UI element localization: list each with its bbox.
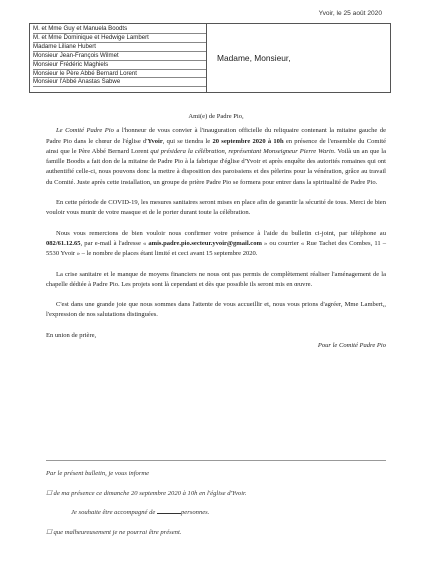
- email-address[interactable]: amis.padre.pio.secteur.yvoir@gmail.com: [148, 239, 262, 247]
- event-datetime: 20 septembre 2020 à 10h: [212, 137, 284, 145]
- form-intro: Par le présent bulletin, je vous informe: [46, 470, 150, 477]
- salutation-cell: [207, 24, 390, 92]
- recipient-entry: M. et Mme Guy et Manuela Boodts: [33, 25, 206, 34]
- paragraph-text: , par e-mail à l'adresse «: [80, 239, 149, 247]
- recipient-entry: Monsieur le Père Abbé Bernard Lorent: [33, 70, 206, 79]
- paragraph-covid: [46, 198, 386, 219]
- paragraph-text: . Voilà un an que la famille Boodts a fait don de la mitaine de Padre Pio à la fabrique d'église d'Yvoir et après enquête des autorités romaines qui ont authentifié celle-ci, nous pouvons donc la mettre à disposition des paroissiens et des pèlerins pour la vénération, grâce au travail du Comité. Juste après cette installation, un groupe de prière Padre Pio se formera pour entrer dans la spiritualité de Padre Pio.: [46, 147, 386, 186]
- letter-body: [46, 112, 386, 351]
- committee-name: Le Comité Padre Pio: [56, 127, 114, 135]
- recipient-entry: Madame Liliane Hubert: [33, 43, 206, 52]
- signature: Pour le Comité Padre Pio: [317, 342, 386, 350]
- attend-checkbox-option[interactable]: ☐ de ma présence ce dimanche 20 septembre 2020 à 10h en l'église d'Yvoir.: [46, 490, 247, 497]
- place-name: Yvoir: [147, 137, 163, 145]
- companions-label: Je souhaite être accompagné de: [71, 509, 157, 516]
- celebrant-note: qui présidera la célébration, représentant Monseigneur Pierre Warin: [150, 147, 334, 155]
- paragraph-text: , qui se tiendra le: [162, 137, 213, 145]
- divider: [46, 460, 386, 461]
- decline-checkbox-option[interactable]: ☐ que malheureusement je ne pourrai être présent.: [46, 529, 182, 536]
- paragraph-text: C'est dans une grande joie que nous sommes dans l'attente de vous accueillir et, nous vous prions d'agréer, Mme Lambert,, l'expression de nos salutations distinguées.: [46, 301, 386, 319]
- paragraph-invitation: [46, 126, 386, 188]
- paragraph-text: En cette période de COVID-19, les mesures sanitaires seront mises en place afin de garantir la sécurité de tous. Merci de bien vouloir vous munir de votre masque et de le porter durant toute la célébration.: [46, 199, 386, 217]
- paragraph-text: Nous vous remercions de bien vouloir nous confirmer votre présence à l'aide du bulletin ci-joint, par téléphone au: [56, 229, 386, 237]
- recipient-entry: Monsieur Frédéric Maghiels: [33, 61, 206, 70]
- paragraph-text: » ou courrier « Rue Tachet des Combes, 11 – 5530 Yvoir » – le nombre de places étant limité et ceci avant 15 septembre 2020.: [46, 239, 387, 258]
- recipient-entry: Monsieur l'Abbé Anastas Sabwe: [33, 78, 206, 87]
- companions-suffix: personnes.: [181, 509, 210, 516]
- paragraph-closing-wish: [46, 300, 386, 321]
- paragraph-financial: [46, 270, 386, 291]
- salutation: Madame, Monsieur,: [217, 53, 291, 63]
- paragraph-confirmation: [46, 229, 386, 260]
- paragraph-text: La crise sanitaire et le manque de moyens financiers ne nous ont pas permis de complètement réaliser l'aménagement de la chapelle dédiée à Padre Pio. Les projets sont là cependant et dès que possible ils seront mis en œuvre.: [46, 270, 386, 288]
- recipient-list: [30, 24, 207, 92]
- closing-line: En union de prière,: [46, 331, 97, 339]
- reply-form: [46, 470, 386, 548]
- paragraph-text: a l'honneur de vous convier à l'inauguration officielle du reliquaire contenant la mitaine gauche de Padre Pio dans le chœur de l'église d': [46, 127, 386, 145]
- recipient-entry: Monsieur Jean-François Wilmet: [33, 52, 206, 61]
- phone-number: 082/61.12.65: [46, 239, 81, 247]
- address-box: [29, 23, 391, 93]
- letter-date: Yvoir, le 25 août 2020: [318, 10, 382, 17]
- companions-line: [46, 509, 386, 516]
- paragraph-text: en présence de l'ensemble du Comité ainsi que le Père Abbé Bernard Lorent: [46, 137, 386, 155]
- greeting: Ami(e) de Padre Pio,: [188, 113, 244, 120]
- companions-count-field[interactable]: [157, 513, 181, 514]
- recipient-entry: M. et Mme Dominique et Hedwige Lambert: [33, 34, 206, 43]
